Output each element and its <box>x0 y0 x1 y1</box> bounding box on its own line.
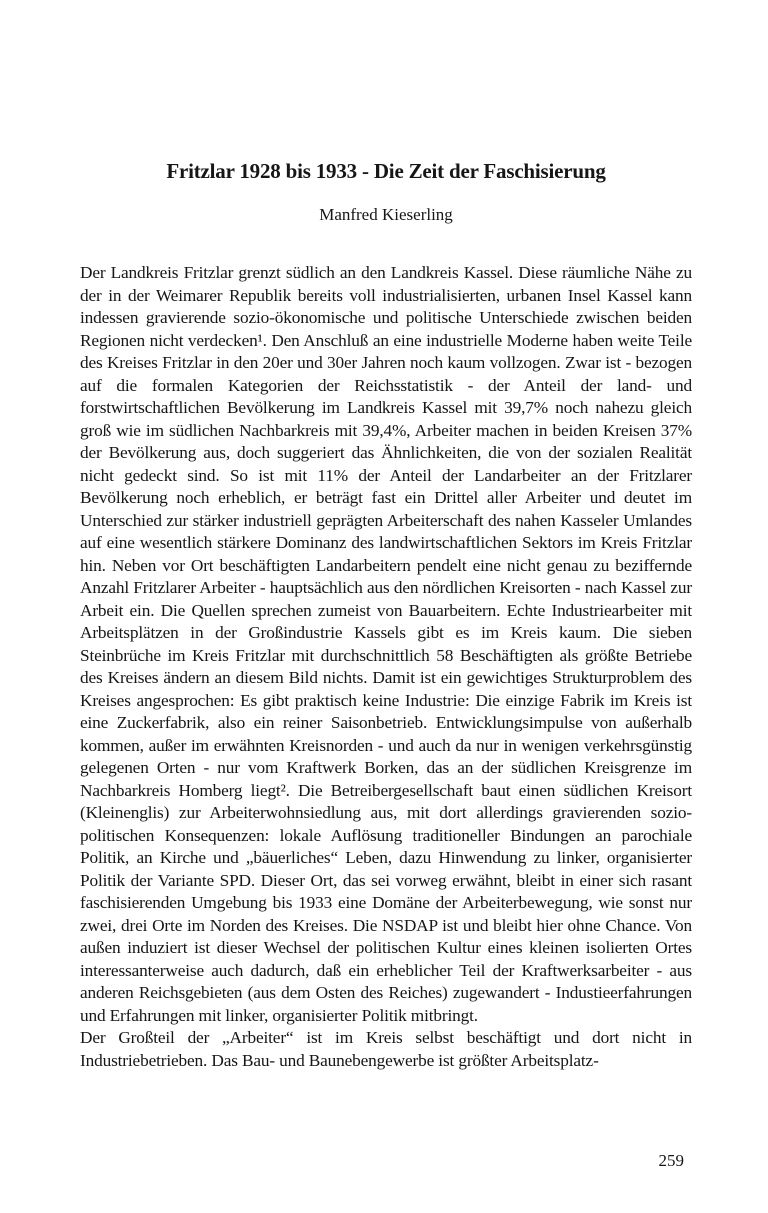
body-paragraph: Der Landkreis Fritzlar grenzt südlich an den Landkreis Kassel. Diese räumliche Nähe zu der in der Weimarer Republik bereits voll industrialisierten, urbanen Insel Kassel kann indessen gravierende sozio-ökonomische und politische Unterschiede zwischen beiden Regionen nicht verdecken¹. Den Anschluß an eine industrielle Moderne haben weite Teile des Kreises Fritzlar in den 20er und 30er Jahren noch kaum vollzogen. Zwar ist - bezogen auf die formalen Kategorien der Reichsstatistik - der Anteil der land- und forstwirtschaftlichen Bevölkerung im Landkreis Kassel mit 39,7% noch nahezu gleich groß wie im südlichen Nachbarkreis mit 39,4%, Arbeiter machen in beiden Kreisen 37% der Bevölkerung aus, doch suggeriert das Ähnlichkeiten, die von der sozialen Realität nicht gedeckt sind. So ist mit 11% der Anteil der Landarbeiter an der Fritzlarer Bevölkerung noch erheblich, er beträgt fast ein Drittel aller Arbeiter und deutet im Unterschied zur stärker industriell geprägten Arbeiterschaft des nahen Kasseler Umlandes auf eine wesentlich stärkere Dominanz des landwirtschaftlichen Sektors im Kreis Fritzlar hin. Neben vor Ort beschäftigten Landarbeitern pendelt eine nicht genau zu beziffernde Anzahl Fritzlarer Arbeiter - hauptsächlich aus den nördlichen Kreisorten - nach Kassel zur Arbeit ein. Die Quellen sprechen zumeist von Bauarbeitern. Echte Industriearbeiter mit Arbeitsplätzen in der Großindustrie Kassels gibt es im Kreis kaum. Die sieben Steinbrüche im Kreis Fritzlar mit durchschnittlich 58 Beschäftigten als größte Betriebe des Kreises ändern an diesem Bild nichts. Damit ist ein gewichtiges Strukturproblem des Kreises angesprochen: Es gibt praktisch keine Industrie: Die einzige Fabrik im Kreis ist eine Zuckerfabrik, also ein reiner Saisonbetrieb. Entwicklungsimpulse von außerhalb kommen, außer im erwähnten Kreisnorden - und auch da nur in wenigen verkehrsgünstig gelegenen Orten - nur vom Kraftwerk Borken, das an der südlichen Kreisgrenze im Nachbarkreis Homberg liegt². Die Betreibergesellschaft baut einen südlichen Kreisort (Kleinenglis) zur Arbeiterwohnsiedlung aus, mit dort allerdings gravierenden sozio-politischen Konsequenzen: lokale Auflösung traditioneller Bindungen an parochiale Politik, an Kirche und „bäuerliches“ Leben, dazu Hinwendung zu linker, organisierter Politik der Variante SPD. Dieser Ort, das sei vorweg erwähnt, bleibt in einer sich rasant faschisierenden Umgebung bis 1933 eine Domäne der Arbeiterbewegung, wie sonst nur zwei, drei Orte im Norden des Kreises. Die NSDAP ist und bleibt hier ohne Chance. Von außen induziert ist dieser Wechsel der politischen Kultur eines kleinen isolierten Ortes interessanterweise auch dadurch, daß ein erheblicher Teil der Kraftwerksarbeiter - aus anderen Reichsgebieten (aus dem Osten des Reiches) zugewandert - Industieerfahrungen und Erfahrungen mit linker, organisierter Politik mitbringt. <box>80 263 692 1025</box>
article-author: Manfred Kieserling <box>319 205 453 224</box>
page-number: 259 <box>658 1151 684 1170</box>
body-paragraph: Der Großteil der „Arbeiter“ ist im Kreis selbst beschäftigt und dort nicht in Industriebetrieben. Das Bau- und Baunebengewerbe ist größter Arbeitsplatz- <box>80 1028 692 1070</box>
article-title: Fritzlar 1928 bis 1933 - Die Zeit der Faschisierung <box>166 159 606 183</box>
article-body <box>80 262 692 1072</box>
